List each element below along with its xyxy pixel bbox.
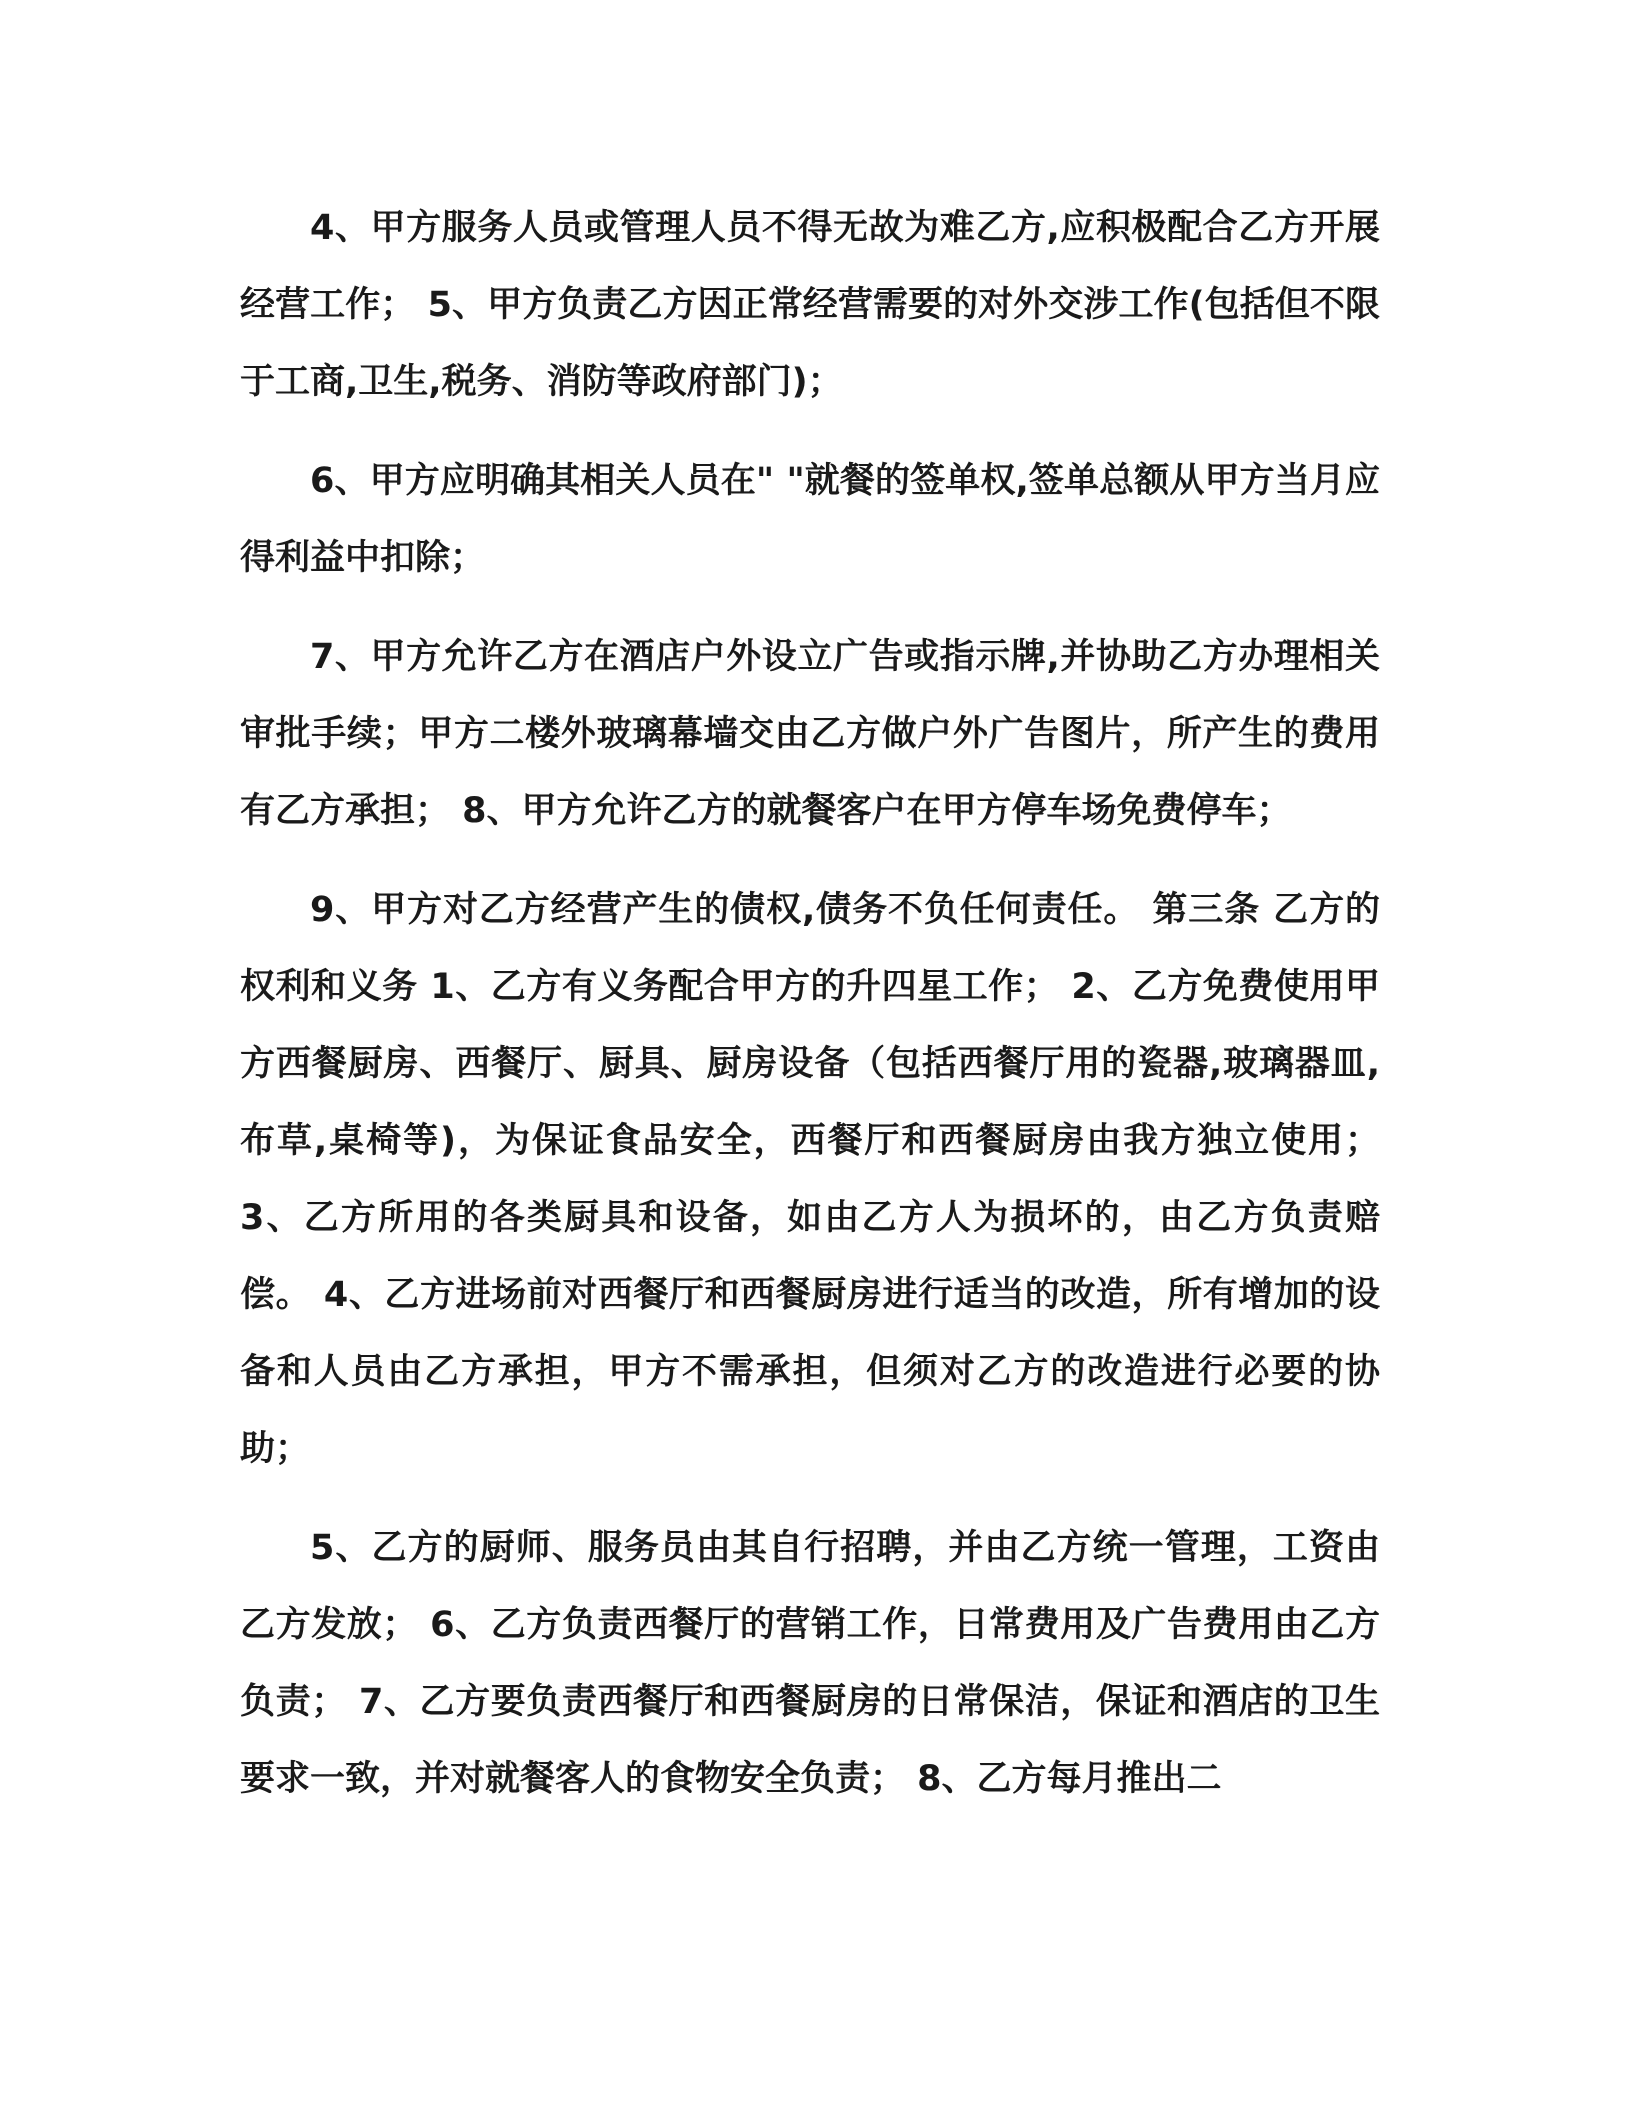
document-body (240, 190, 1380, 1818)
paragraph-3: 7、甲方允许乙方在酒店户外设立广告或指示牌,并协助乙方办理相关审批手续；甲方二楼外玻璃幕墙交由乙方做户外广告图片，所产生的费用有乙方承担； 8、甲方允许乙方的就餐客户在甲方停车场免费停车； (240, 637, 1380, 831)
paragraph-4: 9、甲方对乙方经营产生的债权,债务不负任何责任。 第三条 乙方的权利和义务 1、乙方有义务配合甲方的升四星工作； 2、乙方免费使用甲方西餐厨房、西餐厅、厨具、厨房设备（包括西餐厅用的瓷器,玻璃器皿,布草,桌椅等)，为保证食品安全，西餐厅和西餐厨房由我方独立使用； 3、乙方所用的各类厨具和设备，如由乙方人为损坏的，由乙方负责赔偿。 4、乙方进场前对西餐厅和西餐厨房进行适当的改造，所有增加的设备和人员由乙方承担，甲方不需承担，但须对乙方的改造进行必要的协助； (240, 890, 1380, 1469)
paragraph-5: 5、乙方的厨师、服务员由其自行招聘，并由乙方统一管理，工资由乙方发放； 6、乙方负责西餐厅的营销工作，日常费用及广告费用由乙方负责； 7、乙方要负责西餐厅和西餐厨房的日常保洁，保证和酒店的卫生要求一致，并对就餐客人的食物安全负责； 8、乙方每月推出二 (240, 1528, 1380, 1799)
paragraph-1: 4、甲方服务人员或管理人员不得无故为难乙方,应积极配合乙方开展经营工作； 5、甲方负责乙方因正常经营需要的对外交涉工作(包括但不限于工商,卫生,税务、消防等政府部门)； (240, 208, 1380, 402)
paragraph-2: 6、甲方应明确其相关人员在" "就餐的签单权,签单总额从甲方当月应得利益中扣除； (240, 461, 1380, 578)
